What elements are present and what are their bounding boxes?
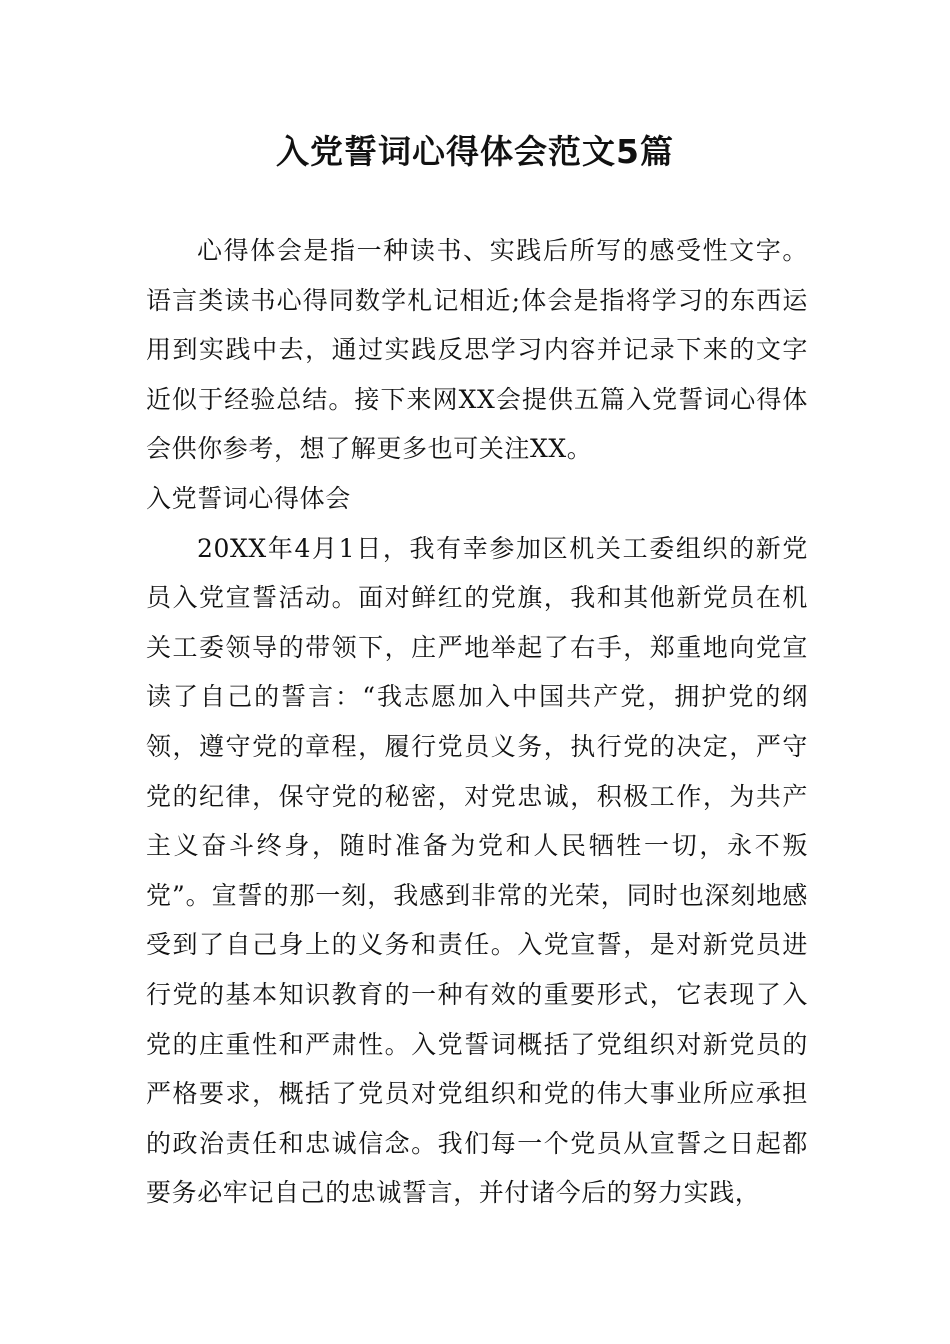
body-paragraph: 20XX年4月1日，我有幸参加区机关工委组织的新党员入党宣誓活动。面对鲜红的党旗，我和其他新党员在机关工委领导的带领下，庄严地举起了右手，郑重地向党宣读了自己的誓言：“我志愿加入中国共产党，拥护党的纲领，遵守党的章程，履行党员义务，执行党的决定，严守党的纪律，保守党的秘密，对党忠诚，积极工作，为共产主义奋斗终身，随时准备为党和人民牺牲一切，永不叛党”。宣誓的那一刻，我感到非常的光荣，同时也深刻地感受到了自己身上的义务和责任。入党宣誓，是对新党员进行党的基本知识教育的一种有效的重要形式，它表现了入党的庄重性和严肃性。入党誓词概括了党组织对新党员的严格要求，概括了党员对党组织和党的伟大事业所应承担的政治责任和忠诚信念。我们每一个党员从宣誓之日起都要务必牢记自己的忠诚誓言，并付诸今后的努力实践， xyxy=(146,533,808,1208)
intro-paragraph: 心得体会是指一种读书、实践后所写的感受性文字。语言类读书心得同数学札记相近;体会是指将学习的东西运用到实践中去，通过实践反思学习内容并记录下来的文字近似于经验总结。接下来网XX会提供五篇入党誓词心得体会供你参考，想了解更多也可关注XX。 xyxy=(146,236,808,464)
document-body xyxy=(146,226,808,1218)
section-heading: 入党誓词心得体会 xyxy=(146,483,351,513)
document-title: 入党誓词心得体会范文5篇 xyxy=(276,132,674,171)
